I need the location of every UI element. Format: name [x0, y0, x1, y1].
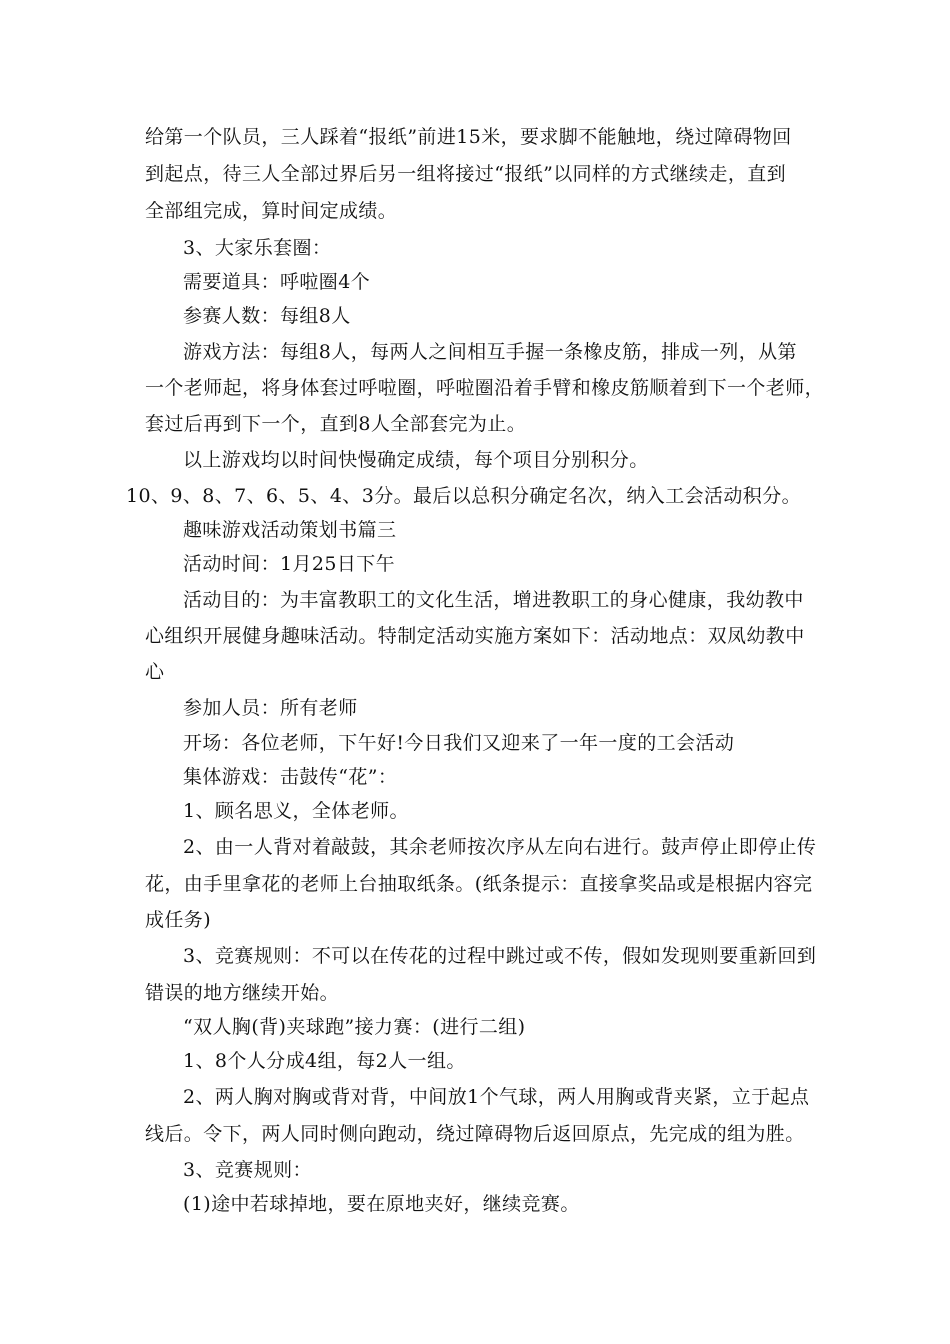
- paragraph-line: 参加人员：所有老师: [183, 697, 358, 719]
- paragraph-line: 1、顾名思义，全体老师。: [183, 800, 409, 822]
- paragraph-line: 给第一个队员，三人踩着“报纸”前进15米，要求脚不能触地，绕过障碍物回: [145, 126, 792, 148]
- paragraph-line: 游戏方法：每组8人，每两人之间相互手握一条橡皮筋，排成一列，从第: [183, 341, 797, 363]
- paragraph-line: 以上游戏均以时间快慢确定成绩，每个项目分别积分。: [183, 449, 649, 471]
- paragraph-line: 需要道具：呼啦圈4个: [183, 271, 371, 293]
- paragraph-line: 线后。令下，两人同时侧向跑动，绕过障碍物后返回原点，先完成的组为胜。: [145, 1123, 805, 1145]
- section-heading: 3、大家乐套圈：: [183, 237, 332, 259]
- paragraph-line: (1)途中若球掉地，要在原地夹好，继续竞赛。: [183, 1193, 580, 1215]
- paragraph-line: 集体游戏：击鼓传“花”：: [183, 766, 398, 788]
- paragraph-line: 花，由手里拿花的老师上台抽取纸条。(纸条提示：直接拿奖品或是根据内容完: [145, 873, 813, 895]
- paragraph-line: 3、竞赛规则：: [183, 1159, 312, 1181]
- section-heading: 趣味游戏活动策划书篇三: [183, 519, 397, 541]
- paragraph-line: 参赛人数：每组8人: [183, 305, 351, 327]
- paragraph-line: 套过后再到下一个，直到8人全部套完为止。: [145, 413, 527, 435]
- paragraph-line: 全部组完成，算时间定成绩。: [145, 200, 398, 222]
- paragraph-line: 2、由一人背对着敲鼓，其余老师按次序从左向右进行。鼓声停止即停止传: [183, 836, 817, 858]
- paragraph-line: 2、两人胸对胸或背对背，中间放1个气球，两人用胸或背夹紧，立于起点: [183, 1086, 810, 1108]
- paragraph-line: 开场：各位老师，下午好!今日我们又迎来了一年一度的工会活动: [183, 732, 735, 754]
- paragraph-line: 心组织开展健身趣味活动。特制定活动实施方案如下：活动地点：双凤幼教中: [145, 625, 805, 647]
- paragraph-line: 活动时间：1月25日下午: [183, 553, 396, 575]
- paragraph-line: 10、9、8、7、6、5、4、3分。最后以总积分确定名次，纳入工会活动积分。: [126, 485, 801, 507]
- paragraph-line: 活动目的：为丰富教职工的文化生活，增进教职工的身心健康，我幼教中: [183, 589, 804, 611]
- paragraph-line: 一个老师起，将身体套过呼啦圈，呼啦圈沿着手臂和橡皮筋顺着到下一个老师，: [145, 377, 825, 399]
- paragraph-line: 3、竞赛规则：不可以在传花的过程中跳过或不传，假如发现则要重新回到: [183, 945, 817, 967]
- paragraph-line: “双人胸(背)夹球跑”接力赛：(进行二组): [183, 1016, 526, 1038]
- paragraph-line: 心: [145, 661, 165, 683]
- paragraph-line: 1、8个人分成4组，每2人一组。: [183, 1050, 466, 1072]
- paragraph-line: 成任务): [145, 909, 212, 931]
- paragraph-line: 到起点，待三人全部过界后另一组将接过“报纸”以同样的方式继续走，直到: [145, 163, 787, 185]
- paragraph-line: 错误的地方继续开始。: [145, 982, 340, 1004]
